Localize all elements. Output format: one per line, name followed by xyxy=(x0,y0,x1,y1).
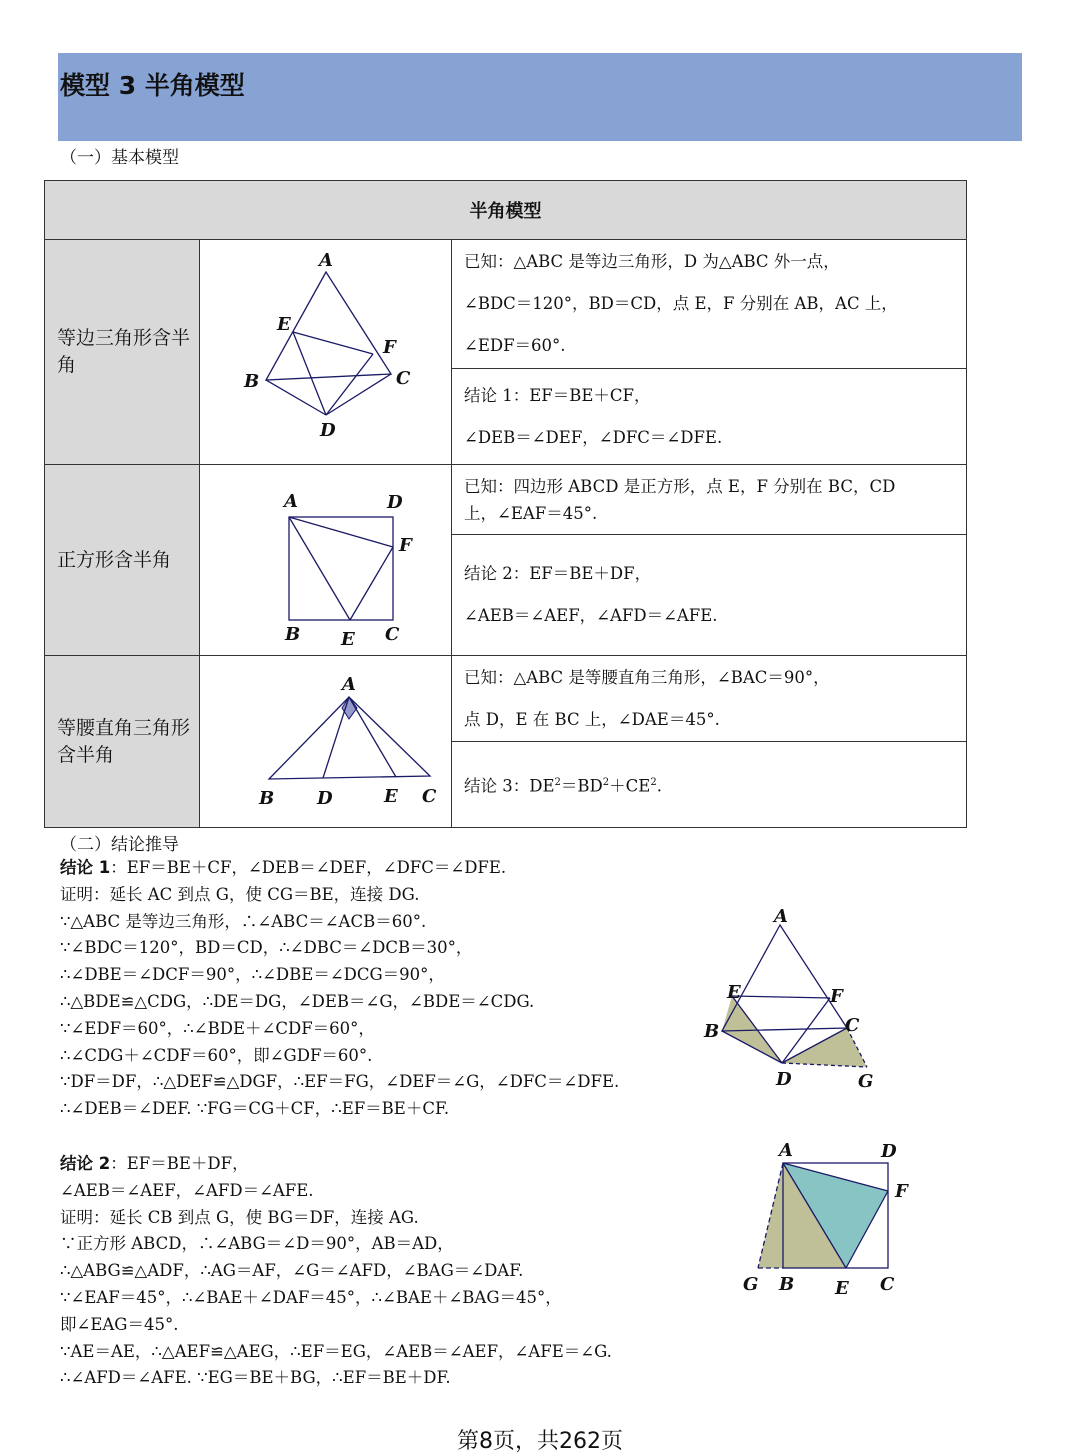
label-A: A xyxy=(318,249,333,271)
label-B: B xyxy=(243,370,259,392)
label-G: G xyxy=(743,1274,759,1295)
label-E: E xyxy=(383,785,398,807)
label-B: B xyxy=(284,624,300,645)
label-C: C xyxy=(384,624,399,645)
label-D: D xyxy=(881,1141,897,1162)
label-E: E xyxy=(835,1278,849,1299)
label-E: E xyxy=(727,982,741,1003)
conclusion-1: 结论 1：EF＝BE＋CF， ∠DEB＝∠DEF，∠DFC＝∠DFE. xyxy=(452,369,967,465)
label-C: C xyxy=(845,1015,860,1036)
known-equilateral: 已知：△ABC 是等边三角形，D 为△ABC 外一点， ∠BDC＝120°，BD＝CD，点 E，F 分别在 AB，AC 上， ∠EDF＝60°. xyxy=(452,240,967,369)
label-C: C xyxy=(395,367,410,389)
label-D: D xyxy=(319,419,336,441)
label-F: F xyxy=(382,336,396,358)
section-basic-models: （一）基本模型 xyxy=(60,148,179,168)
label-F: F xyxy=(895,1181,908,1202)
label-D: D xyxy=(386,492,403,513)
table-header: 半角模型 xyxy=(45,181,967,240)
isosceles-right-half-angle-diagram xyxy=(226,667,436,817)
figure-isosceles-right xyxy=(200,656,452,828)
label-F: F xyxy=(398,535,412,556)
section-derivation: （二）结论推导 xyxy=(60,835,179,855)
label-D: D xyxy=(776,1069,792,1090)
label-G: G xyxy=(858,1071,874,1092)
row-label-square: 正方形含半角 xyxy=(45,465,200,656)
label-F: F xyxy=(830,986,843,1007)
label-D: D xyxy=(316,787,333,809)
row-label-equilateral: 等边三角形含半角 xyxy=(45,240,200,465)
equilateral-half-angle-diagram xyxy=(226,250,426,455)
label-B: B xyxy=(779,1274,795,1295)
half-angle-model-table xyxy=(44,180,967,828)
known-square: 已知：四边形 ABCD 是正方形，点 E，F 分别在 BC，CD 上，∠EAF＝45°. xyxy=(452,465,967,535)
conclusion-2: 结论 2：EF＝BE＋DF， ∠AEB＝∠AEF，∠AFD＝∠AFE. xyxy=(452,535,967,656)
label-A: A xyxy=(774,906,788,927)
row-label-isosceles-right: 等腰直角三角形含半角 xyxy=(45,656,200,828)
label-B: B xyxy=(704,1021,720,1042)
proof-2: 结论 2：EF＝BE＋DF， ∠AEB＝∠AEF，∠AFD＝∠AFE. 证明：延长 CB 到点 G，使 BG＝DF，连接 AG. ∵正方形 ABCD，∴∠ABG＝∠D＝90°，AB＝AD， ∴△ABG≌△ADF，∴AG＝AF，∠G＝∠AFD，∠BAG＝∠DAF. ∵∠EAF＝45°，∴∠BAE＋∠DAF＝45°，∴∠BAE＋∠BAG＝45°， 即∠EAG＝45°. ∵AE＝AE，∴△AEF≌△AEG，∴EF＝EG，∠AEB＝∠AEF，∠AFE＝∠G. ∴∠AFD＝∠AFE. ∵EG＝BE＋BG，∴EF＝BE＋DF. xyxy=(60,1154,612,1388)
page-number: 第8页，共262页 xyxy=(457,1429,623,1454)
proof-1-diagram xyxy=(700,900,890,1095)
label-C: C xyxy=(880,1274,895,1295)
figure-square xyxy=(200,465,452,656)
label-E: E xyxy=(340,629,355,650)
label-A: A xyxy=(779,1140,793,1161)
figure-equilateral xyxy=(200,240,452,465)
proof-1: 结论 1：EF＝BE＋CF，∠DEB＝∠DEF，∠DFC＝∠DFE. 证明：延长 AC 到点 G，使 CG＝BE，连接 DG. ∵△ABC 是等边三角形，∴∠ABC＝∠ACB＝60°. ∵∠BDC＝120°，BD＝CD，∴∠DBC＝∠DCB＝30°， ∴∠DBE＝∠DCF＝90°，∴∠DBE＝∠DCG＝90°， ∴△BDE≌△CDG，∴DE＝DG，∠DEB＝∠G，∠BDE＝∠CDG. ∵∠EDF＝60°，∴∠BDE＋∠CDF＝60°， ∴∠CDG＋∠CDF＝60°，即∠GDF＝60°. ∵DF＝DF，∴△DEF≌△DGF，∴EF＝FG，∠DEF＝∠G，∠DFC＝∠DFE. ∴∠DEB＝∠DEF. ∵FG＝CG＋CF，∴EF＝BE＋CF. xyxy=(60,858,620,1119)
label-E: E xyxy=(276,313,291,335)
square-half-angle-diagram xyxy=(226,475,426,650)
label-A: A xyxy=(341,673,356,695)
conclusion-3: 结论 3：$DE^2=BD^2+CE^2$. xyxy=(452,742,967,828)
label-B: B xyxy=(258,787,274,809)
label-C: C xyxy=(421,785,436,807)
proof-2-diagram xyxy=(735,1135,925,1305)
known-isosceles-right: 已知：△ABC 是等腰直角三角形，∠BAC＝90°， 点 D，E 在 BC 上，∠DAE＝45°. xyxy=(452,656,967,742)
label-A: A xyxy=(283,491,298,512)
page-title: 模型 3 半角模型 xyxy=(60,71,245,100)
